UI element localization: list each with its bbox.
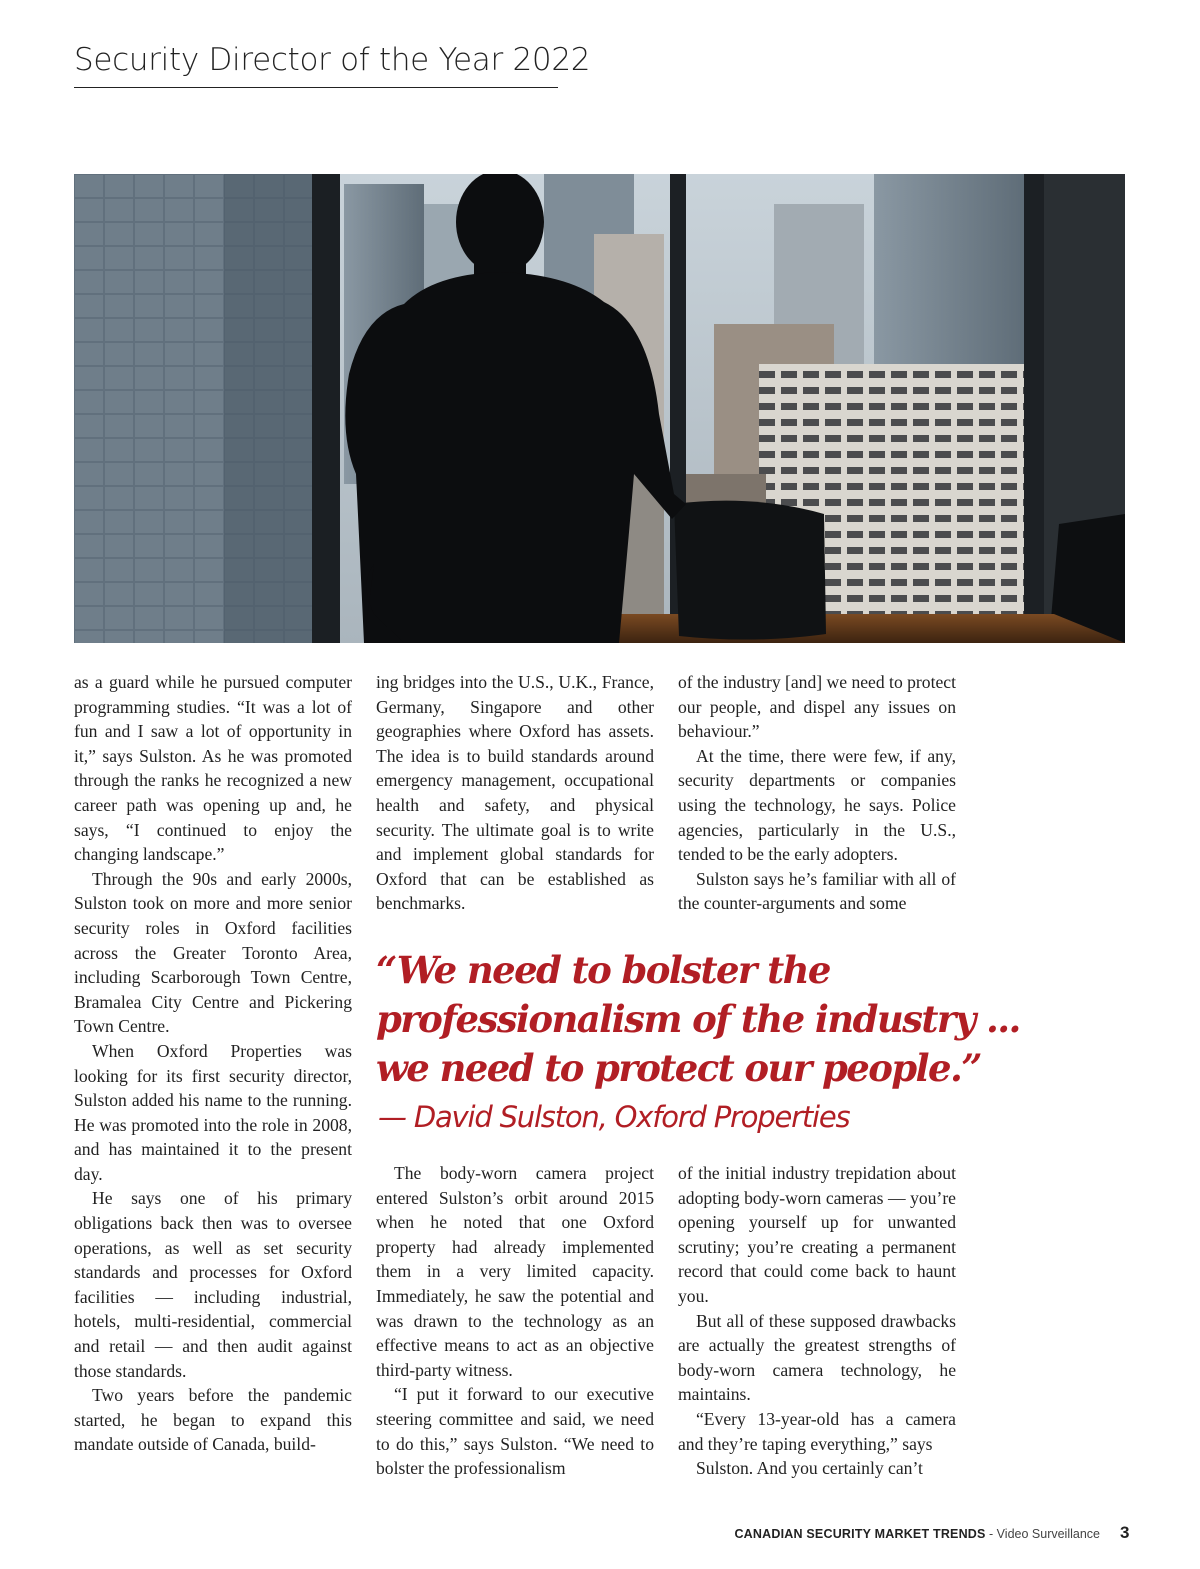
paragraph: The body-worn camera project entered Sulston’s orbit around 2015 when he noted that one Oxford property had already implemented them in a very limited capacity. Immediately, he saw the potential and was drawn to the technology as an effective means to act as an objective third-party witness. [376,1163,654,1380]
pull-quote [376,946,1076,1093]
publication-name: CANADIAN SECURITY MARKET TRENDS [734,1527,986,1541]
paragraph: as a guard while he pursued computer programming studies. “It was a lot of fun and I saw a lot of opportunity in it,” says Sulston. As he was promoted through the ranks he recognized a new career path was opening up and, he says, “I continued to enjoy the changing landscape.” [74,672,352,865]
text-column-4 [376,1161,654,1481]
paragraph: Sulston says he’s familiar with all of the counter-arguments and some [678,868,956,914]
paragraph: Sulston. And you certainly can’t [696,1458,923,1479]
paragraph: When Oxford Properties was looking for its first security director, Sulston added his name to the running. He was promoted into the role in 2008, and has maintained it to the present day. [74,1040,352,1184]
section-name: - Video Surveillance [985,1527,1100,1541]
page-footer [734,1527,1100,1541]
paragraph: ing bridges into the U.S., U.K., France, Germany, Singapore and other geographies where Oxford has assets. The idea is to build standards around emergency management, occupational health and safety, and physical security. The ultimate goal is to write and implement global standards for Oxford that can be established as benchmarks. [376,672,654,914]
paragraph: But all of these supposed drawbacks are actually the greatest strengths of body-worn camera technology, he maintains. [678,1310,956,1405]
title-underline [74,87,558,88]
paragraph: Two years before the pandemic started, he began to expand this mandate outside of Canada, build- [74,1385,352,1455]
page-number: 3 [1120,1523,1130,1542]
pull-quote-attribution: — David Sulston, Oxford Properties [378,1100,850,1134]
paragraph: “I put it forward to our executive steering committee and said, we need to do this,” says Sulston. “We need to bolster the professionalism [376,1384,654,1479]
text-column-3 [678,670,956,916]
paragraph: of the industry [and] we need to protect our people, and dispel any issues on behaviour.” [678,672,956,742]
pull-quote-line: professionalism of the industry ... [376,997,1020,1041]
section-title: Security Director of the Year 2022 [74,42,591,78]
paragraph: of the initial industry trepidation about adopting body-worn cameras — you’re opening yourself up for unwanted scrutiny; you’re creating a permanent record that could come back to haunt you. [678,1163,956,1306]
pull-quote-line: we need to protect our people.” [376,1046,981,1090]
feature-photo [74,174,1125,643]
paragraph: He says one of his primary obligations back then was to oversee operations, as well as set security standards and processes for Oxford facilities — including industrial, hotels, multi-residential, commercial and retail — and then audit against those standards. [74,1188,352,1381]
photo-illustration [74,174,1125,643]
paragraph: At the time, there were few, if any, security departments or companies using the technology, he says. Police agencies, particularly in the U.S., tended to be the early adopters. [678,745,956,865]
text-column-2 [376,670,654,916]
text-column-1 [74,670,352,1457]
paragraph: “Every 13-year-old has a camera and they’re taping everything,” says [678,1408,956,1454]
pull-quote-line: “We need to bolster the [376,948,830,992]
paragraph: Through the 90s and early 2000s, Sulston took on more and more senior security roles in Oxford facilities across the Greater Toronto Area, including Scarborough Town Centre, Bramalea City Centre and Pickering Town Centre. [74,868,352,1037]
text-column-5 [678,1161,956,1481]
